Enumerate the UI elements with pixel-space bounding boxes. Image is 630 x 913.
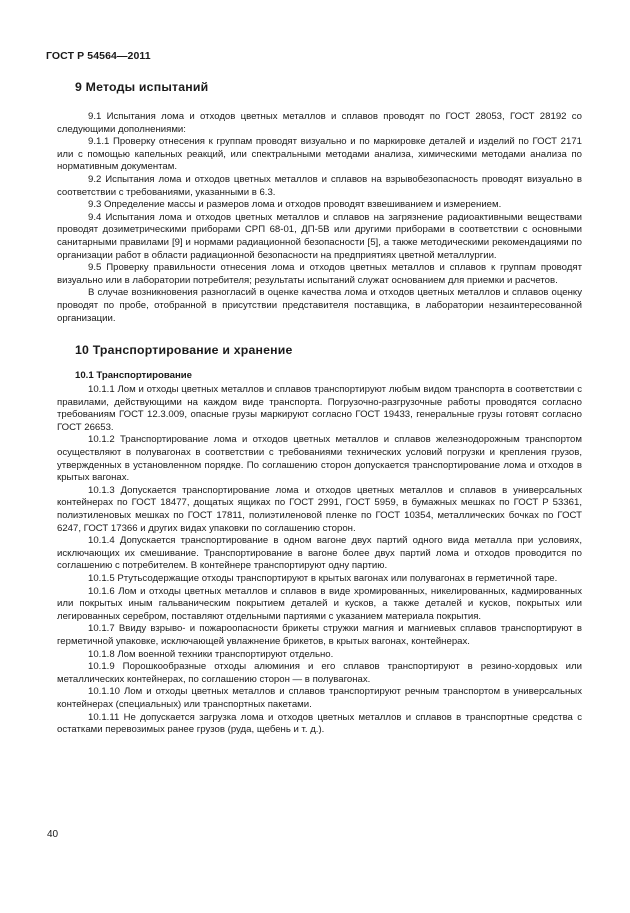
section-10-body (57, 384, 582, 737)
paragraph-10-1-2: 10.1.2 Транспортирование лома и отходов цветных металлов и сплавов железнодорожным транспортом осуществляют в полувагонах в соответствии с требованиями технических условий погрузки и крепления грузов, утвержденных в установленном порядке. По соглашению сторон допускается транспортирование лома и отходов в крытых вагонах. (57, 434, 582, 484)
paragraph-10-1-10: 10.1.10 Лом и отходы цветных металлов и сплавов транспортируют речным транспортом в универсальных контейнерах (специальных) или транспортных пакетами. (57, 686, 582, 710)
paragraph-10-1-8: 10.1.8 Лом военной техники транспортируют отдельно. (88, 648, 334, 660)
section-9-body (57, 111, 582, 325)
paragraph-9-5: 9.5 Проверку правильности отнесения лома и отходов цветных металлов и сплавов к группам проводят визуально или в лаборатории потребителя; результаты испытаний служат основанием для приемки и расчетов. (57, 262, 582, 286)
paragraph-10-1-11: 10.1.11 Не допускается загрузка лома и отходов цветных металлов и сплавов в транспортные средства с остатками перевозимых ранее грузов (руда, щебень и т. д.). (57, 711, 582, 736)
paragraph-9-1: 9.1 Испытания лома и отходов цветных металлов и сплавов проводят по ГОСТ 28053, ГОСТ 28192 со следующими дополнениями: (57, 111, 582, 135)
section-10-title: 10 Транспортирование и хранение (75, 343, 293, 358)
page-number: 40 (47, 829, 59, 840)
paragraph-10-1-1: 10.1.1 Лом и отходы цветных металлов и сплавов транспортируют любым видом транспорта в соответствии с правилами, действующими на каждом виде транспорта. Погрузочно-разгрузочные работы проводятся согласно требованиям ГОСТ 12.3.009, опасные грузы маркируют согласно ГОСТ 19433, генеральные грузы готовят согласно ГОСТ 26653. (57, 384, 582, 433)
paragraph-9-2: 9.2 Испытания лома и отходов цветных металлов и сплавов на взрывобезопасность проводят визуально в соответствии с требованиями, указанными в 6.3. (57, 173, 582, 198)
document-code: ГОСТ Р 54564—2011 (46, 50, 151, 62)
paragraph-9-1-1: 9.1.1 Проверку отнесения к группам проводят визуально и по маркировке деталей и изделий по ГОСТ 2171 или с помощью капельных реакций, или спектральными методами анализа, химическими методами анализа по нормативным документам. (57, 136, 582, 173)
page-content (57, 80, 582, 737)
paragraph-10-1-9: 10.1.9 Порошкообразные отходы алюминия и его сплавов транспортируют в резино-хордовых или металлических контейнерах, по соглашению сторон — в полувагонах. (57, 661, 582, 685)
paragraph-10-1-7: 10.1.7 Ввиду взрыво- и пожароопасности брикеты стружки магния и магниевых сплавов транспортируют в герметичной упаковке, исключающей увлажнение брикетов, в крытых вагонах, контейнерах. (57, 623, 582, 647)
paragraph-9-3: 9.3 Определение массы и размеров лома и отходов проводят взвешиванием и измерением. (88, 199, 502, 211)
paragraph-10-1-3: 10.1.3 Допускается транспортирование лома и отходов цветных металлов и сплавов в универсальных контейнерах по ГОСТ 18477, дощатых ящиках по ГОСТ 2991, ГОСТ 5959, в бумажных мешках по ГОСТ Р 53361, полиэтиленовых мешках по ГОСТ 17811, полиэтиленовой пленке по ГОСТ 10354, металлических бочках по ГОСТ 6247, ГОСТ 17366 и других видах упаковки по соглашению сторон. (57, 484, 582, 534)
subsection-10-1-title: 10.1 Транспортирование (75, 370, 192, 382)
paragraph-9-disputes: В случае возникновения разногласий в оценке качества лома и отходов цветных металлов и сплавов оценку проводят по пробе, отобранной в присутствии представителя поставщика, в лаборатории незаинтересованной организации. (57, 287, 582, 324)
paragraph-10-1-5: 10.1.5 Ртутьсодержащие отходы транспортируют в крытых вагонах или полувагонах в герметичной таре. (88, 573, 558, 584)
section-9-title: 9 Методы испытаний (75, 80, 209, 94)
paragraph-10-1-4: 10.1.4 Допускается транспортирование в одном вагоне двух партий одного вида металла при условиях, исключающих их смешивание. Транспортирование в вагоне более двух партий лома и отходов проводится по соглашению с потребителем. В контейнере транспортируют одну партию. (57, 535, 582, 572)
paragraph-10-1-6: 10.1.6 Лом и отходы цветных металлов и сплавов в виде хромированных, никелированных, кадмированных или покрытых иным гальваническим покрытием деталей и кусков, а также деталей и кусков, покрытых или легированных серебром, поставляют отдельными партиями с указанием материала покрытия. (57, 585, 582, 622)
paragraph-9-4: 9.4 Испытания лома и отходов цветных металлов и сплавов на загрязнение радиоактивными веществами проводят дозиметрическими приборами СРП 68-01, ДП-5В или другими приборами в соответствии с основными санитарными правилами [9] и нормами радиационной безопасности [5], а также методическими рекомендациями по организации работ в области радиационной безопасности на предприятиях цветной металлургии. (57, 211, 582, 261)
